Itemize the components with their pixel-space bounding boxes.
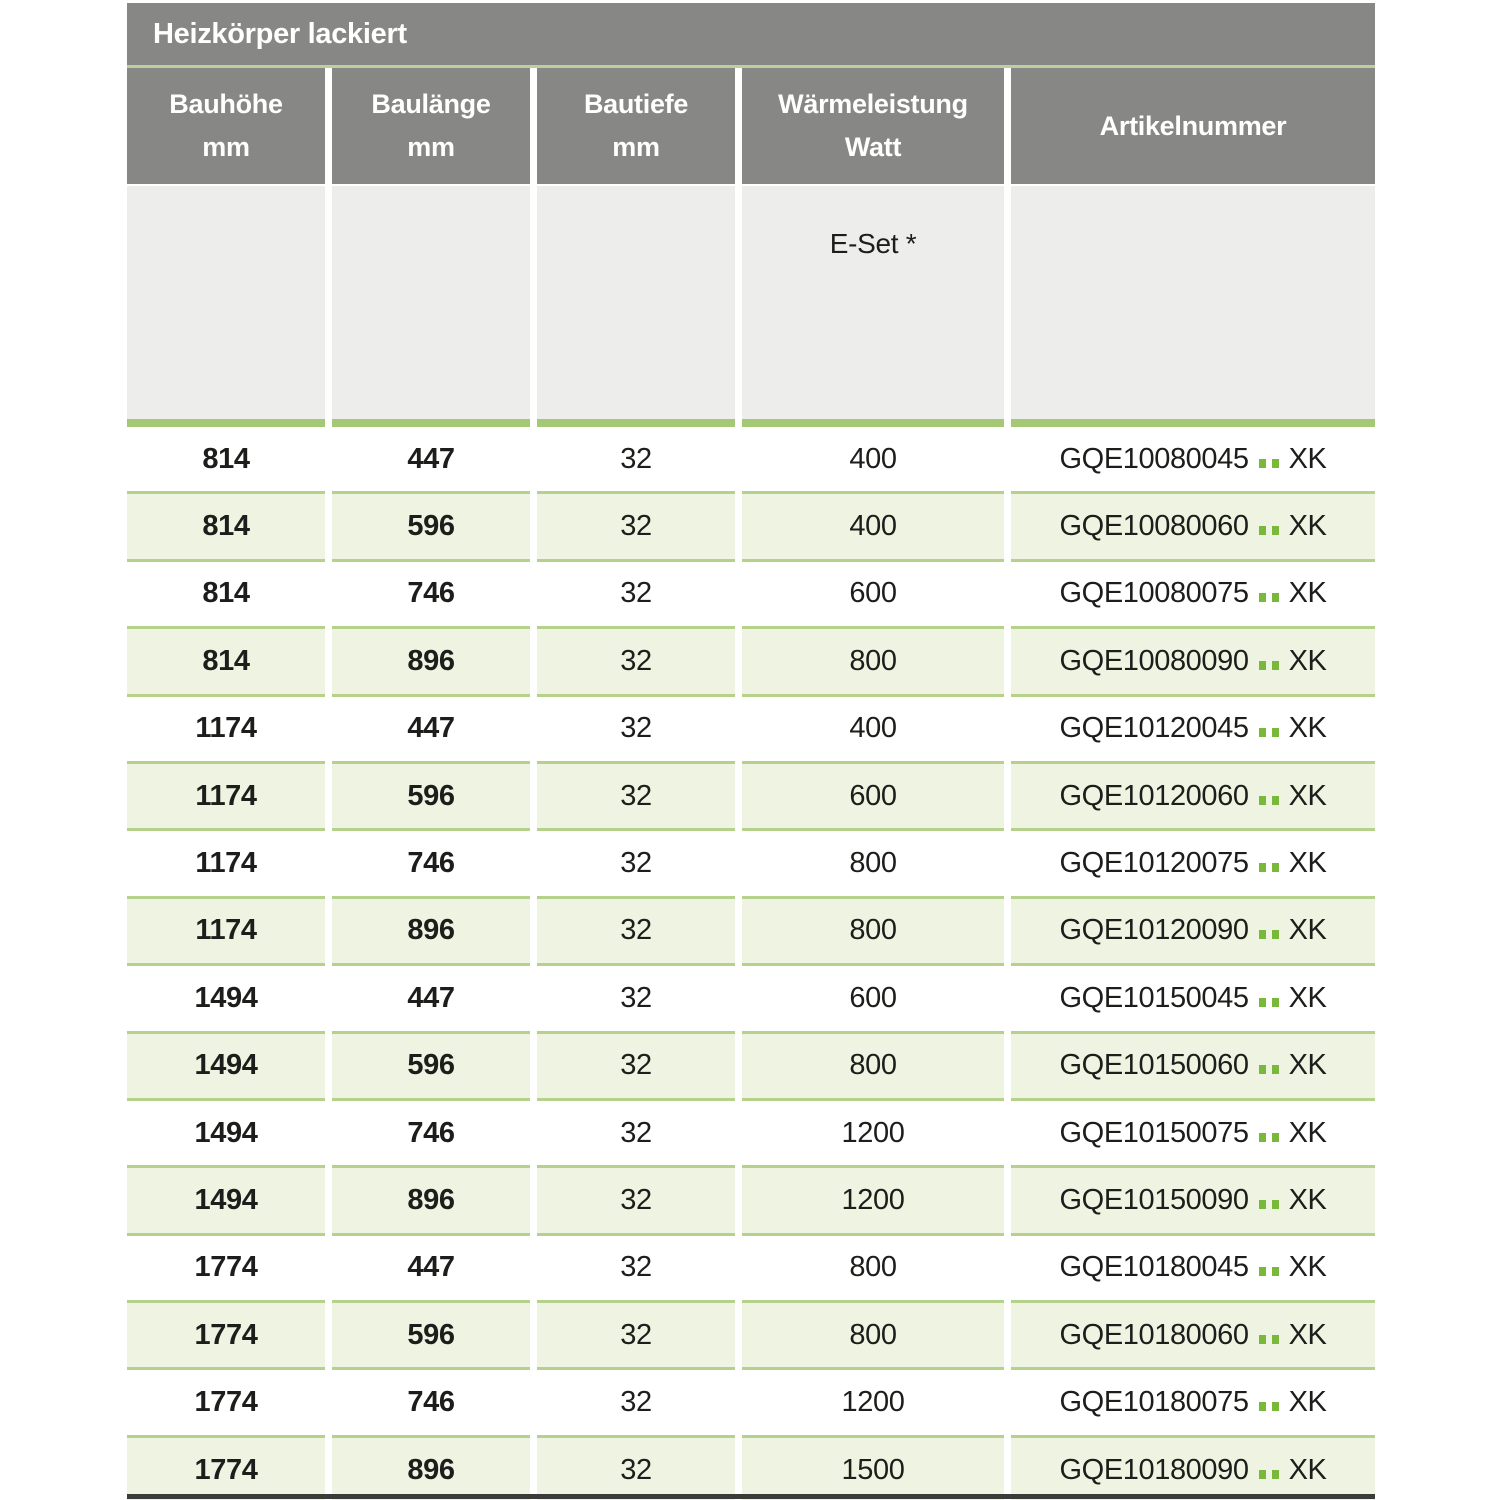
placeholder-dot <box>1272 593 1279 602</box>
cell-baulaenge: 746 <box>332 1370 530 1437</box>
table-row <box>127 1303 1375 1370</box>
placeholder-dot <box>1259 863 1266 872</box>
cell-watt: 800 <box>742 629 1004 696</box>
artikel-placeholder-dots <box>1256 1454 1282 1487</box>
placeholder-dot <box>1259 661 1266 670</box>
column-header-row <box>127 68 1375 184</box>
green-divider-bar <box>127 419 1375 427</box>
artikel-prefix: GQE10150045 <box>1059 981 1249 1014</box>
artikel-suffix: XK <box>1288 577 1327 610</box>
cell-artikelnummer <box>1011 1370 1375 1437</box>
artikel-placeholder-dots <box>1256 1184 1282 1217</box>
header-bauhoehe <box>127 68 325 184</box>
product-spec-table <box>127 3 1375 1500</box>
cell-watt: 1200 <box>742 1370 1004 1437</box>
table-row <box>127 899 1375 966</box>
cell-baulaenge: 596 <box>332 1303 530 1370</box>
cell-bauhoehe: 1774 <box>127 1370 325 1437</box>
artikel-suffix: XK <box>1288 1386 1327 1419</box>
cell-baulaenge: 596 <box>332 764 530 831</box>
cell-watt: 400 <box>742 427 1004 494</box>
cell-bautiefe: 32 <box>537 1101 735 1168</box>
artikel-prefix: GQE10080045 <box>1059 442 1249 475</box>
green-bar-segment <box>742 419 1004 427</box>
green-bar-segment <box>332 419 530 427</box>
placeholder-dot <box>1259 998 1266 1007</box>
cell-watt: 600 <box>742 562 1004 629</box>
subheader-cell-eset <box>742 186 1004 419</box>
cell-baulaenge: 896 <box>332 899 530 966</box>
placeholder-dot <box>1259 1470 1266 1479</box>
placeholder-dot <box>1259 593 1266 602</box>
table-row <box>127 1034 1375 1101</box>
cell-artikelnummer <box>1011 1101 1375 1168</box>
placeholder-dot <box>1272 930 1279 939</box>
placeholder-dot <box>1259 728 1266 737</box>
placeholder-dot <box>1259 1267 1266 1276</box>
cell-bauhoehe: 1774 <box>127 1303 325 1370</box>
header-baulaenge <box>332 68 530 184</box>
cell-artikelnummer <box>1011 764 1375 831</box>
cell-watt: 1200 <box>742 1101 1004 1168</box>
cell-artikelnummer <box>1011 562 1375 629</box>
cell-bauhoehe: 1174 <box>127 899 325 966</box>
subheader-cell-bauhoehe <box>127 186 325 419</box>
placeholder-dot <box>1272 1470 1279 1479</box>
placeholder-dot <box>1272 998 1279 1007</box>
table-row <box>127 697 1375 764</box>
cell-bauhoehe: 1174 <box>127 697 325 764</box>
green-bar-segment <box>127 419 325 427</box>
cell-artikelnummer <box>1011 1034 1375 1101</box>
cell-artikelnummer <box>1011 494 1375 561</box>
header-waermeleistung <box>742 68 1004 184</box>
cell-bautiefe: 32 <box>537 764 735 831</box>
table-row <box>127 427 1375 494</box>
cell-bauhoehe: 814 <box>127 629 325 696</box>
cell-watt: 400 <box>742 697 1004 764</box>
cell-artikelnummer <box>1011 1168 1375 1235</box>
header-bautiefe <box>537 68 735 184</box>
cell-baulaenge: 896 <box>332 629 530 696</box>
cell-watt: 600 <box>742 966 1004 1033</box>
artikel-suffix: XK <box>1288 1251 1327 1284</box>
artikel-placeholder-dots <box>1256 1251 1282 1284</box>
header-unit: Watt <box>844 132 902 162</box>
subheader-cell-artikelnummer <box>1011 186 1375 419</box>
header-unit: mm <box>612 132 660 162</box>
cell-baulaenge: 746 <box>332 831 530 898</box>
cell-bauhoehe: 1494 <box>127 1168 325 1235</box>
header-unit: mm <box>407 132 455 162</box>
cell-bautiefe: 32 <box>537 427 735 494</box>
cell-watt: 800 <box>742 1303 1004 1370</box>
artikel-suffix: XK <box>1288 644 1327 677</box>
cell-artikelnummer <box>1011 629 1375 696</box>
artikel-prefix: GQE10120090 <box>1059 914 1249 947</box>
cell-bauhoehe: 1174 <box>127 831 325 898</box>
cell-artikelnummer <box>1011 1236 1375 1303</box>
cell-bautiefe: 32 <box>537 697 735 764</box>
cell-watt: 1500 <box>742 1438 1004 1500</box>
cell-baulaenge: 896 <box>332 1438 530 1500</box>
cell-bauhoehe: 1494 <box>127 1101 325 1168</box>
cell-baulaenge: 746 <box>332 1101 530 1168</box>
table-row <box>127 1101 1375 1168</box>
table-row <box>127 1370 1375 1437</box>
cell-watt: 400 <box>742 494 1004 561</box>
subheader-row <box>127 186 1375 419</box>
artikel-prefix: GQE10120075 <box>1059 847 1249 880</box>
table-row <box>127 764 1375 831</box>
cell-artikelnummer <box>1011 966 1375 1033</box>
cell-watt: 800 <box>742 1034 1004 1101</box>
placeholder-dot <box>1272 1200 1279 1209</box>
cell-baulaenge: 596 <box>332 494 530 561</box>
placeholder-dot <box>1272 459 1279 468</box>
header-label: Artikelnummer <box>1099 110 1287 141</box>
cell-bauhoehe: 1174 <box>127 764 325 831</box>
artikel-placeholder-dots <box>1256 982 1282 1015</box>
placeholder-dot <box>1272 661 1279 670</box>
placeholder-dot <box>1259 1402 1266 1411</box>
placeholder-dot <box>1259 1335 1266 1344</box>
artikel-suffix: XK <box>1288 1183 1327 1216</box>
artikel-suffix: XK <box>1288 442 1327 475</box>
artikel-placeholder-dots <box>1256 645 1282 678</box>
cell-baulaenge: 447 <box>332 697 530 764</box>
artikel-suffix: XK <box>1288 914 1327 947</box>
placeholder-dot <box>1259 1133 1266 1142</box>
table-row <box>127 831 1375 898</box>
cell-baulaenge: 447 <box>332 427 530 494</box>
cell-watt: 1200 <box>742 1168 1004 1235</box>
cell-artikelnummer <box>1011 1438 1375 1500</box>
artikel-suffix: XK <box>1288 1049 1327 1082</box>
table-row <box>127 966 1375 1033</box>
cell-bauhoehe: 814 <box>127 562 325 629</box>
artikel-prefix: GQE10180045 <box>1059 1251 1249 1284</box>
table-title-bar <box>127 3 1375 65</box>
artikel-prefix: GQE10150060 <box>1059 1049 1249 1082</box>
cell-bautiefe: 32 <box>537 1303 735 1370</box>
cell-bauhoehe: 1774 <box>127 1438 325 1500</box>
cell-bautiefe: 32 <box>537 966 735 1033</box>
placeholder-dot <box>1259 930 1266 939</box>
artikel-prefix: GQE10150090 <box>1059 1183 1249 1216</box>
artikel-placeholder-dots <box>1256 780 1282 813</box>
table-body <box>127 427 1375 1500</box>
cell-watt: 600 <box>742 764 1004 831</box>
cell-bauhoehe: 1774 <box>127 1236 325 1303</box>
placeholder-dot <box>1272 1065 1279 1074</box>
cell-bautiefe: 32 <box>537 494 735 561</box>
cell-baulaenge: 447 <box>332 966 530 1033</box>
artikel-prefix: GQE10080060 <box>1059 510 1249 543</box>
artikel-prefix: GQE10120060 <box>1059 779 1249 812</box>
artikel-prefix: GQE10180090 <box>1059 1453 1249 1486</box>
artikel-suffix: XK <box>1288 1453 1327 1486</box>
cell-artikelnummer <box>1011 427 1375 494</box>
artikel-prefix: GQE10180060 <box>1059 1318 1249 1351</box>
header-unit: mm <box>202 132 250 162</box>
cell-bauhoehe: 1494 <box>127 1034 325 1101</box>
header-label: Bauhöhe <box>169 89 283 119</box>
artikel-prefix: GQE10150075 <box>1059 1116 1249 1149</box>
artikel-placeholder-dots <box>1256 847 1282 880</box>
cell-bautiefe: 32 <box>537 562 735 629</box>
placeholder-dot <box>1272 728 1279 737</box>
artikel-prefix: GQE10080090 <box>1059 644 1249 677</box>
artikel-prefix: GQE10180075 <box>1059 1386 1249 1419</box>
cell-artikelnummer <box>1011 831 1375 898</box>
cell-artikelnummer <box>1011 1303 1375 1370</box>
header-artikelnummer <box>1011 68 1375 184</box>
artikel-suffix: XK <box>1288 712 1327 745</box>
artikel-prefix: GQE10120045 <box>1059 712 1249 745</box>
artikel-suffix: XK <box>1288 779 1327 812</box>
table-row <box>127 562 1375 629</box>
cell-bautiefe: 32 <box>537 1438 735 1500</box>
eset-label: E-Set * <box>829 228 917 259</box>
header-label: Bautiefe <box>583 89 689 119</box>
artikel-placeholder-dots <box>1256 1049 1282 1082</box>
artikel-placeholder-dots <box>1256 914 1282 947</box>
artikel-placeholder-dots <box>1256 712 1282 745</box>
cell-watt: 800 <box>742 899 1004 966</box>
artikel-prefix: GQE10080075 <box>1059 577 1249 610</box>
table-title: Heizkörper lackiert <box>153 17 407 50</box>
cell-artikelnummer <box>1011 899 1375 966</box>
artikel-placeholder-dots <box>1256 1386 1282 1419</box>
artikel-placeholder-dots <box>1256 577 1282 610</box>
cell-bautiefe: 32 <box>537 629 735 696</box>
cell-watt: 800 <box>742 831 1004 898</box>
cell-bauhoehe: 814 <box>127 494 325 561</box>
placeholder-dot <box>1259 526 1266 535</box>
artikel-suffix: XK <box>1288 1116 1327 1149</box>
cell-bautiefe: 32 <box>537 1168 735 1235</box>
placeholder-dot <box>1272 1267 1279 1276</box>
artikel-suffix: XK <box>1288 847 1327 880</box>
green-bar-segment <box>537 419 735 427</box>
artikel-placeholder-dots <box>1256 510 1282 543</box>
cell-baulaenge: 746 <box>332 562 530 629</box>
artikel-suffix: XK <box>1288 1318 1327 1351</box>
cell-baulaenge: 596 <box>332 1034 530 1101</box>
cell-baulaenge: 447 <box>332 1236 530 1303</box>
placeholder-dot <box>1259 796 1266 805</box>
table-bottom-border <box>127 1494 1375 1499</box>
artikel-placeholder-dots <box>1256 443 1282 476</box>
cell-bautiefe: 32 <box>537 899 735 966</box>
cell-bauhoehe: 814 <box>127 427 325 494</box>
artikel-placeholder-dots <box>1256 1319 1282 1352</box>
placeholder-dot <box>1259 1200 1266 1209</box>
placeholder-dot <box>1259 459 1266 468</box>
table-row <box>127 629 1375 696</box>
cell-bautiefe: 32 <box>537 1034 735 1101</box>
placeholder-dot <box>1272 1402 1279 1411</box>
placeholder-dot <box>1272 1335 1279 1344</box>
cell-bautiefe: 32 <box>537 831 735 898</box>
subheader-cell-baulaenge <box>332 186 530 419</box>
placeholder-dot <box>1272 796 1279 805</box>
artikel-suffix: XK <box>1288 510 1327 543</box>
table-row <box>127 494 1375 561</box>
artikel-placeholder-dots <box>1256 1117 1282 1150</box>
table-row <box>127 1168 1375 1235</box>
artikel-suffix: XK <box>1288 981 1327 1014</box>
placeholder-dot <box>1272 863 1279 872</box>
header-label: Baulänge <box>371 89 491 119</box>
table-row <box>127 1438 1375 1500</box>
green-bar-segment <box>1011 419 1375 427</box>
cell-bauhoehe: 1494 <box>127 966 325 1033</box>
header-label: Wärmeleistung <box>778 89 968 119</box>
subheader-cell-bautiefe <box>537 186 735 419</box>
placeholder-dot <box>1272 1133 1279 1142</box>
cell-baulaenge: 896 <box>332 1168 530 1235</box>
cell-bautiefe: 32 <box>537 1236 735 1303</box>
table-row <box>127 1236 1375 1303</box>
placeholder-dot <box>1272 526 1279 535</box>
cell-artikelnummer <box>1011 697 1375 764</box>
cell-watt: 800 <box>742 1236 1004 1303</box>
placeholder-dot <box>1259 1065 1266 1074</box>
cell-bautiefe: 32 <box>537 1370 735 1437</box>
